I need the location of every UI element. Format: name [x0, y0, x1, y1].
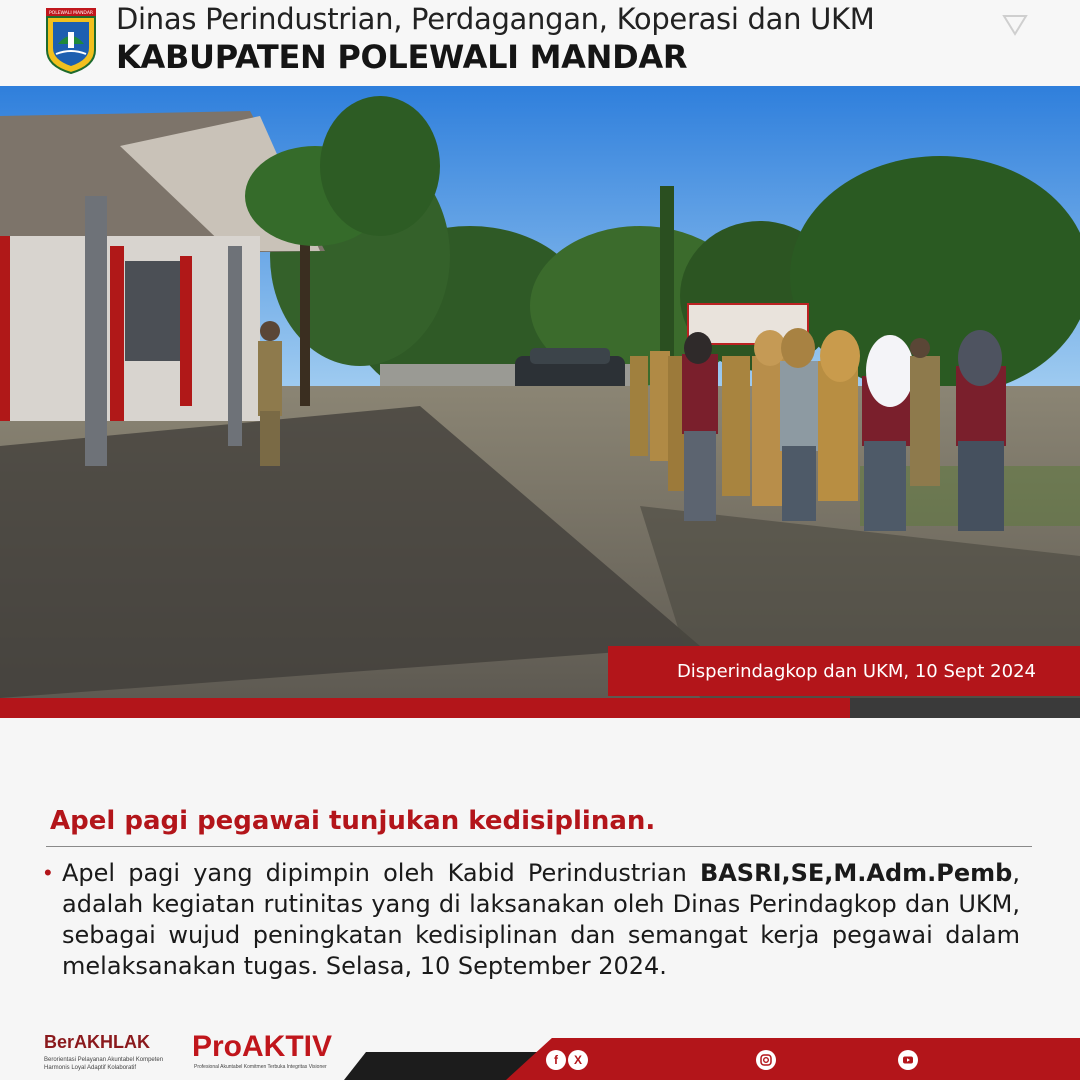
regency-name: KABUPATEN POLEWALI MANDAR	[116, 38, 688, 76]
morning-assembly-photo	[0, 86, 1080, 698]
regency-emblem-logo	[44, 8, 98, 74]
footer-red-strip	[506, 1038, 1080, 1080]
body-text-suffix: , adalah kegiatan rutinitas yang di laksanakan oleh Dinas Perindagkop dan UKM, sebagai wujud peningkatan kedisiplinan dan semangat kerja pegawai dalam melaksanakan tugas. Selasa, 10 September 2024.	[62, 859, 1020, 980]
article-title: Apel pagi pegawai tunjukan kedisiplinan.	[50, 806, 656, 836]
triangle-decoration-icon	[1002, 14, 1028, 36]
proaktiv-subtitle: Profesional Akuntabel Komitmen Terbuka Integritas Visioner	[194, 1064, 327, 1070]
bullet-dot-icon: •	[44, 860, 52, 885]
berakhlak-logo	[44, 1032, 184, 1072]
dark-divider-band	[850, 698, 1080, 718]
berakhlak-title: BerAKHLAK	[44, 1032, 151, 1052]
photo-caption: Disperindagkop dan UKM, 10 Sept 2024	[608, 646, 1080, 696]
berakhlak-subtitle: Berorientasi Pelayanan Akuntabel Kompeten Harmonis Loyal Adaptif Kolaboratif	[44, 1057, 164, 1071]
proaktiv-logo	[192, 1030, 352, 1074]
body-text-prefix: Apel pagi yang dipimpin oleh Kabid Perindustrian	[62, 859, 700, 887]
leader-name: BASRI,SE,M.Adm.Pemb	[699, 859, 1013, 887]
red-divider-band	[0, 698, 850, 718]
agency-name: Dinas Perindustrian, Perdagangan, Koperasi dan UKM	[116, 2, 875, 36]
header	[0, 0, 1080, 86]
instagram-icon[interactable]	[756, 1050, 776, 1070]
facebook-icon[interactable]: f	[546, 1050, 566, 1070]
proaktiv-title: ProAKTIV	[192, 1030, 333, 1063]
x-icon[interactable]: X	[568, 1050, 588, 1070]
youtube-icon[interactable]	[898, 1050, 918, 1070]
article-body	[62, 858, 1020, 982]
event-photo	[0, 86, 1080, 698]
title-underline	[46, 846, 1032, 847]
logo-banner-text: POLEWALI MANDAR	[48, 11, 94, 16]
